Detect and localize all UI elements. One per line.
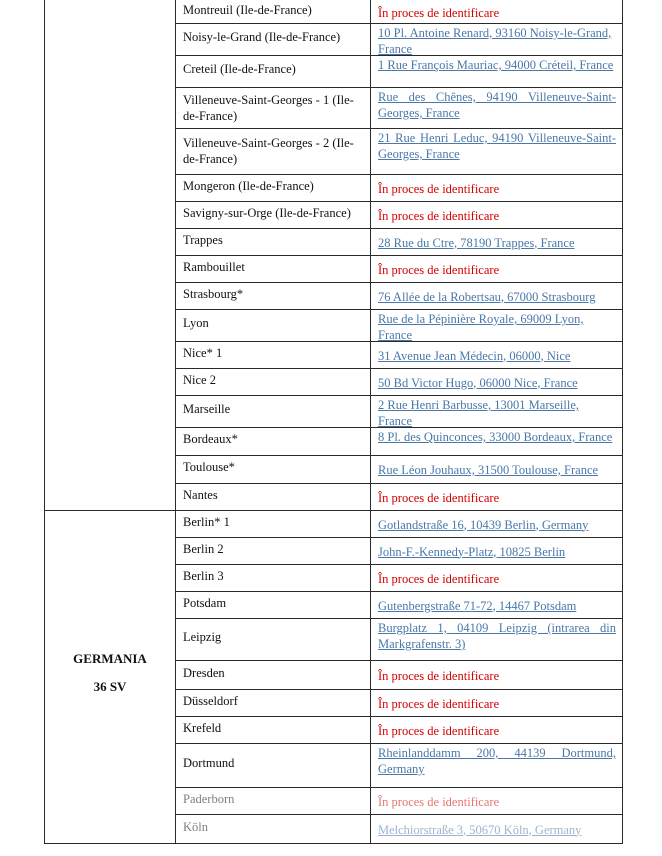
location-cell: Trappes <box>183 232 223 247</box>
row-divider <box>175 255 623 256</box>
row-divider <box>175 87 623 88</box>
row-divider <box>175 564 623 565</box>
row-divider <box>175 55 623 56</box>
location-cell: Nice* 1 <box>183 345 223 360</box>
row-divider <box>175 309 623 310</box>
location-cell: Marseille <box>183 402 231 416</box>
row-divider <box>175 537 623 538</box>
address-link[interactable]: 1 Rue François Mauriac, 94000 Créteil, France <box>378 58 614 72</box>
row-divider <box>175 368 623 369</box>
location-cell: Strasbourg* <box>183 286 244 301</box>
row-divider <box>175 395 623 396</box>
row-divider <box>175 455 623 456</box>
row-divider <box>175 743 623 744</box>
station-count: 36 SV <box>93 679 127 694</box>
country-name: GERMANIA <box>73 651 147 666</box>
address-link[interactable]: John-F.-Kennedy-Platz, 10825 Berlin <box>378 544 566 559</box>
address-status: În proces de identificare <box>378 208 500 223</box>
row-divider <box>175 689 623 690</box>
row-divider <box>175 716 623 717</box>
location-cell: Dortmund <box>183 756 235 770</box>
table-border-bottom <box>44 843 623 844</box>
location-cell: Nice 2 <box>183 372 216 387</box>
section-divider <box>44 510 623 511</box>
location-cell: Rambouillet <box>183 259 245 274</box>
address-link[interactable]: 28 Rue du Ctre, 78190 Trappes, France <box>378 235 575 250</box>
location-cell: Villeneuve-Saint-Georges - 1 (Ile-de-France) <box>183 92 354 123</box>
address-link[interactable]: Rheinlanddamm 200, 44139 Dortmund, Germany <box>378 746 616 776</box>
address-link[interactable]: 50 Bd Victor Hugo, 06000 Nice, France <box>378 375 578 390</box>
location-cell: Dresden <box>183 665 225 680</box>
row-divider <box>175 23 623 24</box>
address-status: În proces de identificare <box>378 571 500 586</box>
address-link[interactable]: 10 Pl. Antoine Renard, 93160 Noisy-le-Grand, France <box>378 26 612 55</box>
location-cell: Köln <box>183 819 208 834</box>
address-link[interactable]: Gutenbergstraße 71-72, 14467 Potsdam <box>378 598 577 613</box>
row-divider <box>175 201 623 202</box>
row-divider <box>175 341 623 342</box>
address-link[interactable]: 8 Pl. des Quinconces, 33000 Bordeaux, France <box>378 430 613 444</box>
address-status: În proces de identificare <box>378 490 500 505</box>
address-link[interactable]: 2 Rue Henri Barbusse, 13001 Marseille, France <box>378 398 580 427</box>
row-divider <box>175 787 623 788</box>
location-cell: Toulouse* <box>183 460 235 474</box>
location-cell: Berlin* 1 <box>183 514 230 529</box>
row-divider <box>175 591 623 592</box>
address-link[interactable]: Rue des Chênes, 94190 Villeneuve-Saint-Georges, France <box>378 90 616 120</box>
address-link[interactable]: 31 Avenue Jean Médecin, 06000, Nice <box>378 348 571 363</box>
address-link[interactable]: Burgplatz 1, 04109 Leipzig (intrarea din Markgrafenstr. 3) <box>378 621 616 651</box>
address-link[interactable]: Melchiorstraße 3, 50670 Köln, Germany <box>378 822 582 837</box>
location-cell: Bordeaux* <box>183 432 238 446</box>
location-cell: Noisy-le-Grand (Ile-de-France) <box>183 30 341 44</box>
location-cell: Savigny-sur-Orge (Ile-de-France) <box>183 205 351 220</box>
row-divider <box>175 128 623 129</box>
row-divider <box>175 282 623 283</box>
address-status: În proces de identificare <box>378 262 500 277</box>
location-cell: Nantes <box>183 487 218 502</box>
location-cell: Krefeld <box>183 720 222 735</box>
row-divider <box>175 618 623 619</box>
address-status: În proces de identificare <box>378 181 500 196</box>
row-divider <box>175 483 623 484</box>
address-status: În proces de identificare <box>378 723 500 738</box>
address-link[interactable]: Gotlandstraße 16, 10439 Berlin, Germany <box>378 517 589 532</box>
location-cell: Lyon <box>183 316 209 330</box>
row-divider <box>175 228 623 229</box>
row-divider <box>175 174 623 175</box>
address-link[interactable]: 21 Rue Henri Leduc, 94190 Villeneuve-Saint-Georges, France <box>378 131 616 161</box>
address-link[interactable]: Rue Léon Jouhaux, 31500 Toulouse, France <box>378 463 599 477</box>
address-link[interactable]: Rue de la Pépinière Royale, 69009 Lyon, France <box>378 312 584 341</box>
row-divider <box>175 427 623 428</box>
row-divider <box>175 660 623 661</box>
location-cell: Potsdam <box>183 595 227 610</box>
location-cell: Creteil (Ile-de-France) <box>183 62 296 76</box>
location-cell: Montreuil (Ile-de-France) <box>183 2 312 17</box>
location-cell: Villeneuve-Saint-Georges - 2 (Ile-de-France) <box>183 136 354 166</box>
location-cell: Düsseldorf <box>183 693 238 708</box>
row-divider <box>175 814 623 815</box>
address-status: În proces de identificare <box>378 696 500 711</box>
location-cell: Paderborn <box>183 791 235 806</box>
address-status: În proces de identificare <box>378 794 500 809</box>
table-border-left <box>44 0 45 843</box>
location-cell: Berlin 3 <box>183 568 224 583</box>
location-cell: Berlin 2 <box>183 541 224 556</box>
address-status: În proces de identificare <box>378 668 500 683</box>
address-link[interactable]: 76 Allée de la Robertsau, 67000 Strasbourg <box>378 289 596 304</box>
location-cell: Mongeron (Ile-de-France) <box>183 178 314 193</box>
location-cell: Leipzig <box>183 630 222 644</box>
address-status: În proces de identificare <box>378 5 500 20</box>
